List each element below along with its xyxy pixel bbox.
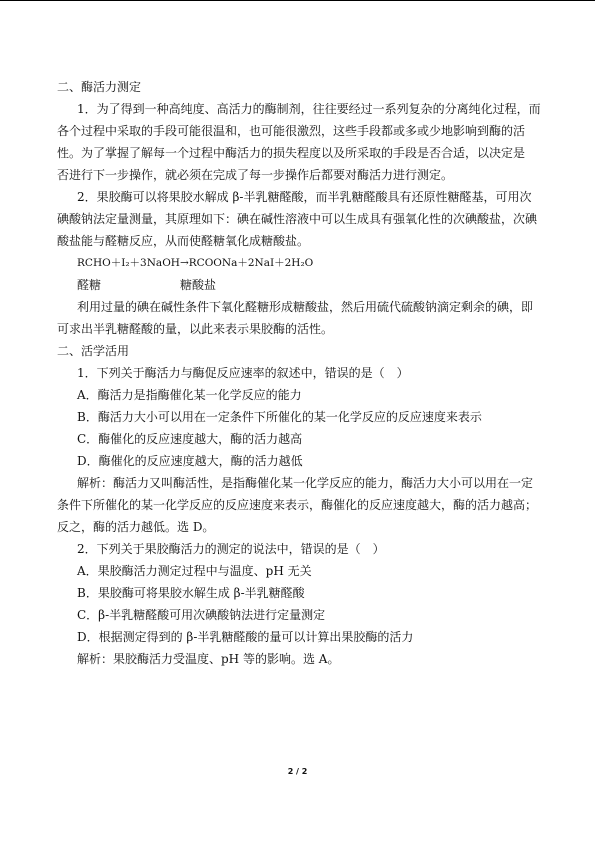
question-option: B．酶活力大小可以用在一定条件下所催化的某一化学反应的反应速度来表示 — [77, 410, 482, 424]
question-stem: 1．下列关于酶活力与酶促反应速率的叙述中，错误的是（ ） — [77, 366, 409, 380]
paragraph-line: 否进行下一步操作，就必须在完成了每一步操作后都要对酶活力进行测定。 — [57, 168, 454, 182]
equation-label-saccharate: 糖酸盐 — [180, 278, 217, 292]
paragraph-line: 酸盐能与醛糖反应，从而使醛糖氧化成糖酸盐。 — [57, 234, 310, 248]
paragraph-line: 性。为了掌握了解每一个过程中酶活力的损失程度以及所采取的手段是否合适，以决定是 — [57, 146, 526, 160]
question-option: D．根据测定得到的 β-半乳糖醛酸的量可以计算出果胶酶的活力 — [77, 630, 414, 644]
question-option: C．β-半乳糖醛酸可用次碘酸钠法进行定量测定 — [77, 608, 326, 622]
question-option: D．酶催化的反应速度越大，酶的活力越低 — [77, 454, 303, 468]
paragraph-line: 碘酸钠法定量测量，其原理如下：碘在碱性溶液中可以生成具有强氧化性的次碘酸盐，次碘 — [57, 212, 538, 226]
question-option: A．果胶酶活力测定过程中与温度、pH 无关 — [77, 564, 312, 578]
analysis-line: 反之，酶的活力越低。选 D。 — [57, 520, 215, 534]
equation-labels — [57, 274, 557, 296]
question-option: C．酶催化的反应速度越大，酶的活力越高 — [77, 432, 303, 446]
section-heading: 二、酶活力测定 — [57, 80, 142, 94]
paragraph-line: 1．为了得到一种高纯度、高活力的酶制剂，往往要经过一系列复杂的分离纯化过程，而 — [77, 102, 541, 116]
paragraph-line: 利用过量的碘在碱性条件下氧化醛糖形成糖酸盐，然后用硫代硫酸钠滴定剩余的碘，即 — [77, 300, 534, 314]
question-stem: 2．下列关于果胶酶活力的测定的说法中，错误的是（ ） — [77, 542, 385, 556]
paragraph-line: 可求出半乳糖醛酸的量，以此来表示果胶酶的活性。 — [57, 322, 334, 336]
page-number: 2 / 2 — [287, 767, 308, 776]
question-option: A．酶活力是指酶催化某一化学反应的能力 — [77, 388, 302, 402]
paragraph-line: 各个过程中采取的手段可能很温和，也可能很激烈，这些手段都或多或少地影响到酶的活 — [57, 124, 526, 138]
analysis-line: 解析：果胶酶活力受温度、pH 等的影响。选 A。 — [77, 652, 340, 666]
equation-label-aldose: 醛糖 — [77, 278, 102, 292]
question-option: B．果胶酶可将果胶水解生成 β-半乳糖醛酸 — [77, 586, 305, 600]
analysis-line: 条件下所催化的某一化学反应的反应速度来表示，酶催化的反应速度越大，酶的活力越高； — [57, 498, 538, 512]
paragraph-line: 2．果胶酶可以将果胶水解成 β-半乳糖醛酸，而半乳糖醛酸具有还原性糖醛基，可用次 — [77, 190, 532, 204]
chemical-equation: RCHO＋I₂＋3NaOH→RCOONa＋2NaI＋2H₂O — [77, 257, 314, 269]
analysis-line: 解析：酶活力又叫酶活性，是指酶催化某一化学反应的能力，酶活力大小可以用在一定 — [77, 476, 534, 490]
section-heading: 二、活学活用 — [57, 344, 130, 358]
document-body — [57, 76, 557, 670]
